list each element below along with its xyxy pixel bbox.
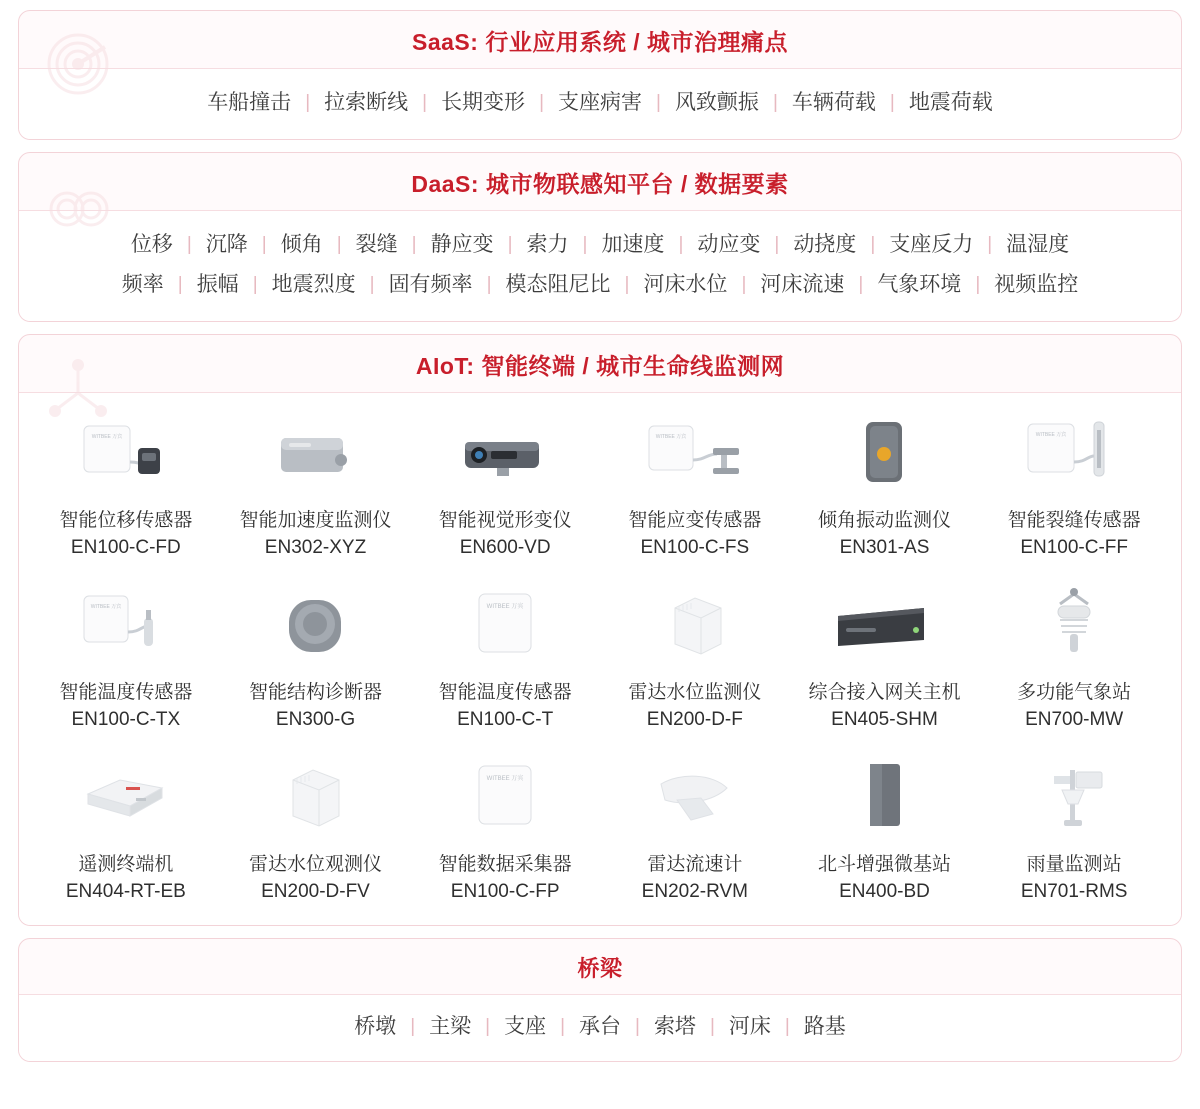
tag-separator: | [485,1016,491,1037]
saas-tag: 风致颤振 [674,91,759,114]
tag-separator: | [624,274,630,295]
aiot-title-en: AIoT: [415,353,475,379]
device-name: 雨量监测站 [1026,854,1122,875]
tag-separator: | [410,1016,416,1037]
daas-tag: 索力 [526,233,569,256]
saas-tag: 支座病害 [558,91,642,114]
device-name: 北斗增强微基站 [817,854,951,875]
svg-text:WITBEE 万宾: WITBEE 万宾 [486,604,524,610]
panel-probe-sensor-icon [51,581,201,673]
device-card[interactable] [979,747,1169,915]
telemetry-terminal-icon [51,753,201,845]
device-model: EN202-RVM [641,881,748,902]
device-model: EN400-BD [839,881,930,902]
panel-cable-sensor-icon [51,409,201,501]
daas-tag: 倾角 [280,233,323,256]
daas-card [18,152,1182,322]
tag-separator: | [252,274,258,295]
bridge-tag: 桥墩 [354,1015,397,1038]
device-card[interactable] [410,747,600,915]
device-name: 智能视觉形变仪 [438,510,572,531]
daas-tag: 频率 [121,273,164,296]
bridge-tag-row [39,1007,1161,1047]
device-model: EN100-C-FD [70,537,181,558]
tag-separator: | [560,1016,565,1037]
device-card[interactable] [221,747,411,915]
daas-tag: 模态阻尼比 [505,273,611,296]
daas-tag-row-1 [39,225,1161,265]
tag-separator: | [261,234,267,255]
device-model: EN701-RMS [1020,881,1128,902]
device-model: EN301-AS [839,537,930,558]
daas-tag: 河床水位 [643,273,728,296]
saas-title-en: SaaS: [412,29,479,55]
white-cube-icon [240,753,390,845]
tag-separator: | [411,234,417,255]
white-cube-icon [620,581,770,673]
daas-tag: 温湿度 [1006,233,1070,256]
bridge-tag: 路基 [803,1015,846,1038]
saas-tag: 车辆荷载 [791,91,876,114]
daas-tag: 河床流速 [760,273,845,296]
tag-separator: | [975,274,981,295]
device-name: 倾角振动监测仪 [817,510,951,531]
saas-tag: 车船撞击 [207,91,292,114]
device-name: 综合接入网关主机 [808,682,961,703]
device-model: EN100-C-T [457,709,554,730]
panel-rod-sensor-icon [999,409,1149,501]
tag-separator: | [336,234,342,255]
tag-separator: | [678,234,684,255]
camera-sensor-icon [430,409,580,501]
device-card[interactable] [31,575,221,743]
tag-separator: | [186,234,192,255]
device-card[interactable] [410,403,600,571]
device-card[interactable] [600,575,790,743]
tag-separator: | [709,1016,715,1037]
bridge-body [19,995,1181,1061]
tag-separator: | [784,1016,790,1037]
daas-tag: 沉降 [205,233,248,256]
saas-tag: 长期变形 [441,91,526,114]
device-card[interactable] [979,403,1169,571]
device-model: EN100-C-TX [71,709,181,730]
bridge-tag: 承台 [579,1015,621,1038]
tag-separator: | [422,92,428,113]
device-model: EN405-SHM [831,709,938,730]
aiot-card [18,334,1182,926]
daas-tag: 固有频率 [388,273,473,296]
device-name: 智能结构诊断器 [248,682,382,703]
tag-separator: | [486,274,492,295]
saas-tag: 拉索断线 [324,91,409,114]
tag-separator: | [582,234,588,255]
bridge-tag: 支座 [504,1015,547,1038]
white-panel-icon [430,581,580,673]
bridge-title: 桥梁 [577,956,623,981]
device-model: EN100-C-FF [1020,537,1128,558]
daas-tag: 裂缝 [355,233,398,256]
daas-title [19,153,1181,210]
device-name: 多功能气象站 [1017,682,1132,703]
device-name: 智能加速度监测仪 [239,510,392,531]
device-name: 雷达水位观测仪 [248,854,382,875]
device-model: EN600-VD [459,537,551,558]
device-model: EN300-G [275,709,356,730]
device-name: 智能数据采集器 [438,854,572,875]
bridge-tag: 索塔 [653,1015,696,1038]
white-panel-icon [430,753,580,845]
rain-gauge-station-icon [999,753,1149,845]
saas-body [19,69,1181,139]
tag-separator: | [539,92,544,113]
device-name: 智能裂缝传感器 [1007,510,1141,531]
device-name: 智能温度传感器 [59,682,193,703]
tag-separator: | [369,274,375,295]
tag-separator: | [889,92,895,113]
tag-separator: | [507,234,513,255]
device-card[interactable] [979,575,1169,743]
daas-tag: 支座反力 [889,233,974,256]
svg-text:WITBEE 万宾: WITBEE 万宾 [655,434,687,440]
device-card[interactable] [790,747,980,915]
device-name: 遥测终端机 [78,854,174,875]
tag-separator: | [774,234,780,255]
device-card[interactable] [410,575,600,743]
bridge-card [18,938,1182,1062]
bridge-tag: 河床 [728,1015,771,1038]
daas-tag: 静应变 [430,233,494,256]
grey-box-sensor-icon [240,409,390,501]
tag-separator: | [870,234,876,255]
device-model: EN302-XYZ [264,537,367,558]
weather-station-icon [999,581,1149,673]
device-card[interactable] [221,575,411,743]
saas-title [19,11,1181,68]
daas-body [19,211,1181,321]
daas-tag: 气象环境 [877,273,962,296]
tag-separator: | [177,274,183,295]
device-card[interactable] [600,747,790,915]
daas-tag: 动挠度 [793,233,857,256]
saas-card [18,10,1182,140]
device-name: 智能应变传感器 [628,510,762,531]
aiot-body [19,393,1181,925]
device-name: 智能位移传感器 [59,510,193,531]
tag-separator: | [635,1016,640,1037]
daas-title-en: DaaS: [411,171,480,197]
svg-text:WITBEE 万宾: WITBEE 万宾 [90,604,122,610]
daas-title-cn: 城市物联感知平台 / 数据要素 [485,171,789,197]
aiot-title [19,335,1181,392]
daas-tag: 振幅 [196,273,239,296]
daas-tag: 视频监控 [994,273,1079,296]
svg-text:WITBEE 万宾: WITBEE 万宾 [91,434,123,440]
saas-tag-row [39,83,1161,123]
device-card[interactable] [31,403,221,571]
dark-button-box-icon [809,409,959,501]
round-knob-sensor-icon [240,581,390,673]
saas-title-cn: 行业应用系统 / 城市治理痛点 [485,29,788,55]
tag-separator: | [987,234,993,255]
saas-tag: 地震荷载 [908,91,993,114]
device-card[interactable] [790,403,980,571]
daas-tag: 动应变 [697,233,761,256]
aiot-title-cn: 智能终端 / 城市生命线监测网 [481,353,785,379]
daas-tag: 位移 [130,233,173,256]
device-card[interactable] [600,403,790,571]
svg-text:WITBEE 万宾: WITBEE 万宾 [1035,432,1067,438]
device-name: 智能温度传感器 [438,682,572,703]
daas-tag: 地震烈度 [271,273,356,296]
daas-tag: 加速度 [601,233,665,256]
device-grid [25,399,1175,921]
device-model: EN200-D-F [646,709,743,730]
panel-arm-sensor-icon [620,409,770,501]
grey-pillar-icon [809,753,959,845]
tag-separator: | [656,92,661,113]
device-model: EN404-RT-EB [65,881,186,902]
svg-text:WITBEE 万宾: WITBEE 万宾 [486,776,524,782]
bridge-tag: 主梁 [429,1015,472,1038]
device-model: EN100-C-FS [640,537,750,558]
tag-separator: | [741,274,747,295]
tag-separator: | [305,92,311,113]
tag-separator: | [772,92,778,113]
tag-separator: | [858,274,864,295]
device-card[interactable] [221,403,411,571]
daas-tag-row-2 [39,265,1161,305]
device-model: EN200-D-FV [261,881,370,902]
device-card[interactable] [790,575,980,743]
device-card[interactable] [31,747,221,915]
device-name: 雷达流速计 [647,854,743,875]
radar-flowmeter-icon [620,753,770,845]
rack-server-icon [809,581,959,673]
device-name: 雷达水位监测仪 [628,682,762,703]
device-model: EN100-C-FP [450,881,560,902]
device-model: EN700-MW [1025,709,1124,730]
